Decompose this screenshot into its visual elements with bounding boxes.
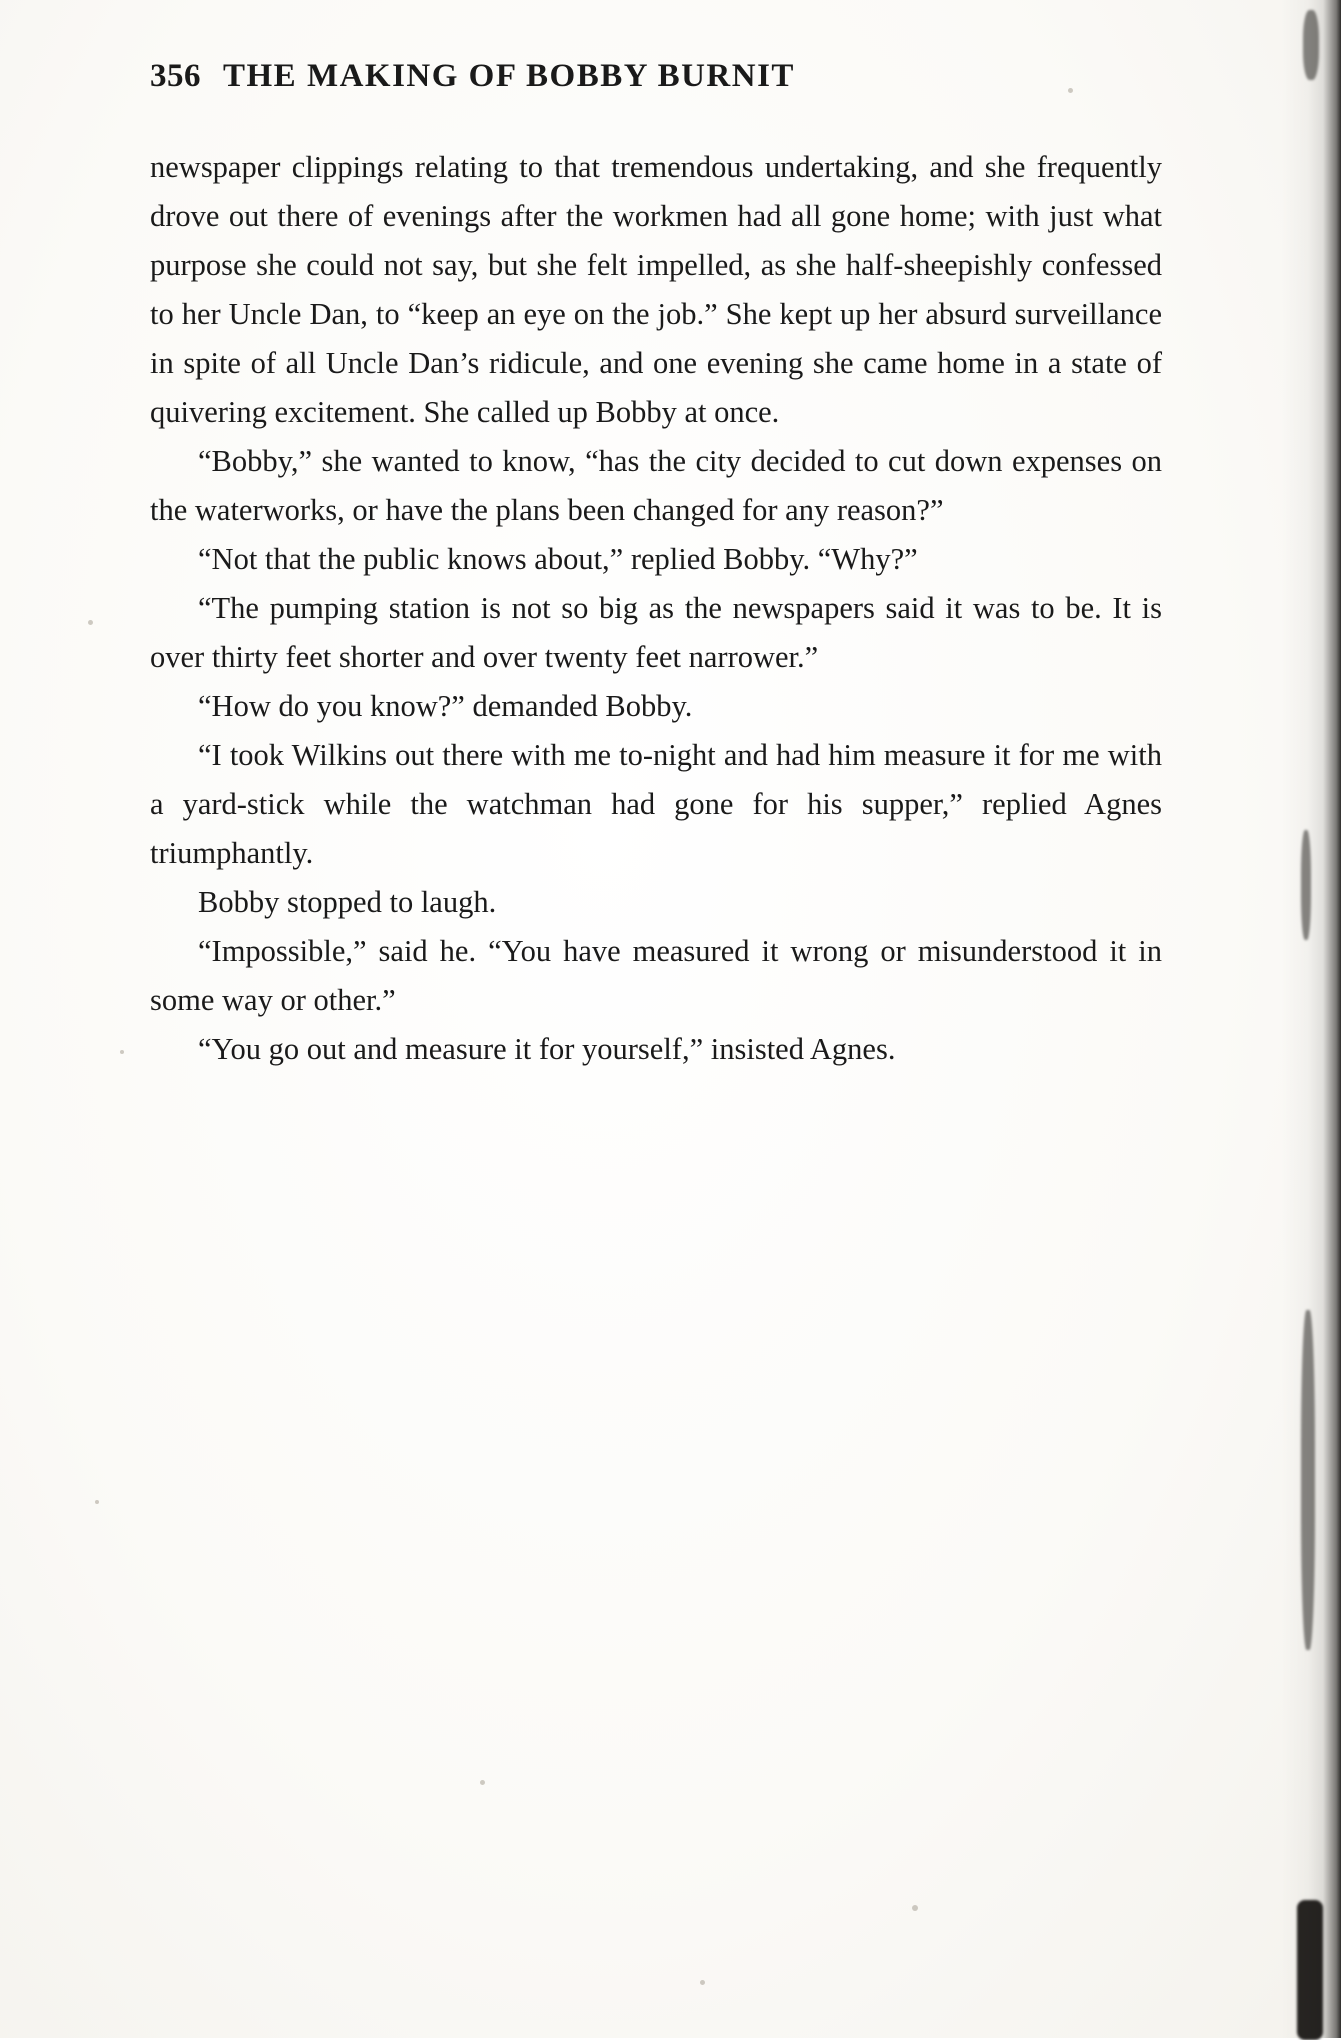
scan-speck	[120, 1050, 124, 1054]
scan-speck	[88, 620, 93, 625]
page-content	[150, 58, 1190, 1074]
paragraph: “The pumping station is not so big as the newspapers said it was to be. It is over thirty feet shorter and over twenty feet narrower.”	[150, 591, 1162, 674]
binding-smudge	[1297, 1900, 1323, 2040]
paragraph: “Not that the public knows about,” replied Bobby. “Why?”	[198, 542, 918, 576]
scan-speck	[95, 1500, 99, 1504]
page-header	[150, 58, 1190, 95]
paragraph: “Bobby,” she wanted to know, “has the city decided to cut down expenses on the waterworks, or have the plans been changed for any reason?”	[150, 444, 1162, 527]
scan-speck	[912, 1905, 918, 1911]
page-number: 356	[150, 58, 201, 94]
paragraph: “Impossible,” said he. “You have measured it wrong or misunderstood it in some way or other.”	[150, 934, 1162, 1017]
running-head: THE MAKING OF BOBBY BURNIT	[223, 58, 795, 94]
paragraph: newspaper clippings relating to that tremendous undertaking, and she frequently drove out there of evenings after the workmen had all gone home; with just what purpose she could not say, but she felt impelled, as she half-sheepishly confessed to her Uncle Dan, to “keep an eye on the job.” She kept up her absurd surveillance in spite of all Uncle Dan’s ridicule, and one evening she came home in a state of quivering excitement. She called up Bobby at once.	[150, 150, 1162, 429]
paragraph: “How do you know?” demanded Bobby.	[198, 689, 693, 723]
paragraph: Bobby stopped to laugh.	[198, 885, 497, 919]
scan-speck	[480, 1780, 485, 1785]
book-binding-shadow	[1281, 0, 1341, 2038]
paragraph: “You go out and measure it for yourself,” insisted Agnes.	[198, 1032, 896, 1066]
binding-smudge	[1301, 830, 1311, 940]
body-text	[150, 143, 1162, 1074]
scan-speck	[700, 1980, 705, 1985]
binding-smudge	[1301, 1310, 1315, 1650]
paragraph: “I took Wilkins out there with me to-night and had him measure it for me with a yard-stick while the watchman had gone for his supper,” replied Agnes triumphantly.	[150, 738, 1162, 870]
binding-smudge	[1303, 10, 1319, 80]
